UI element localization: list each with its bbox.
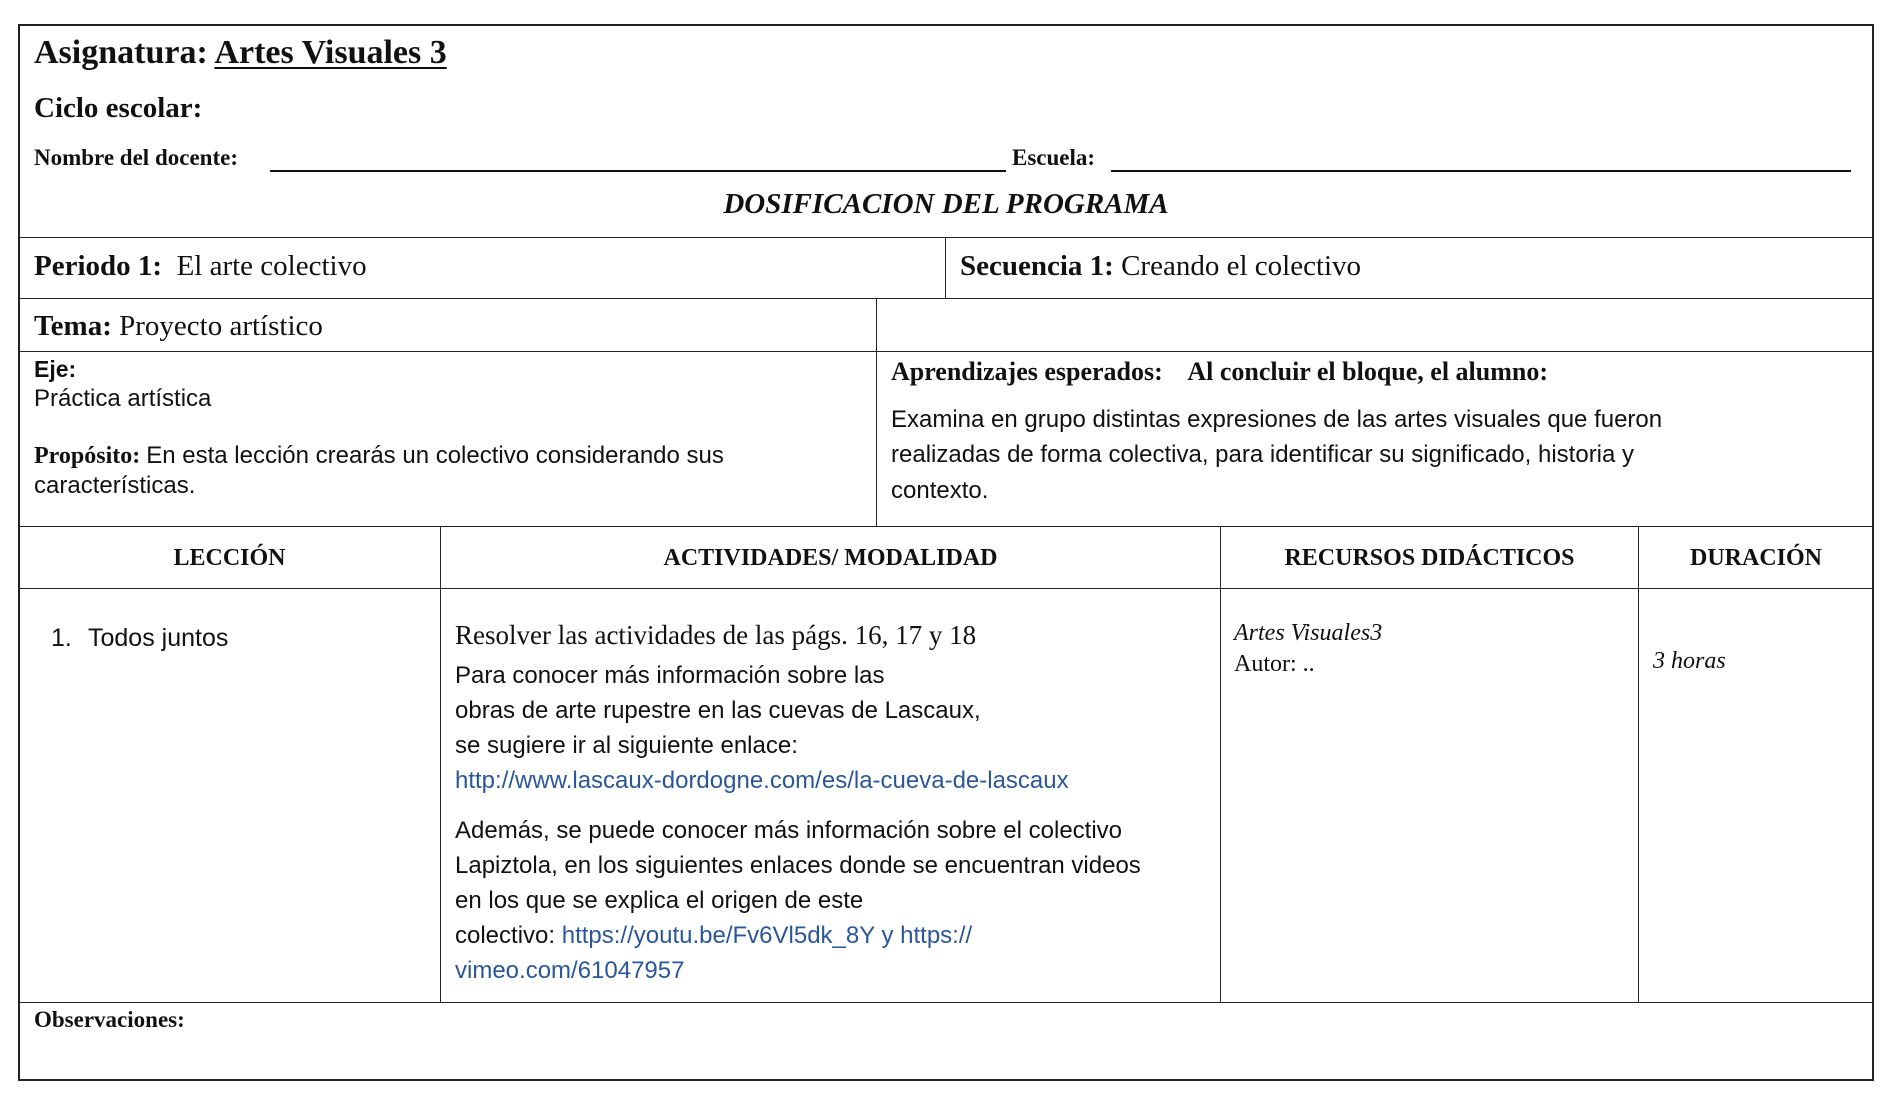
actividades-p1-line-3: se sugiere ir al siguiente enlace: bbox=[455, 732, 798, 759]
divider bbox=[19, 526, 1873, 527]
header-recursos: RECURSOS DIDÁCTICOS bbox=[1284, 545, 1575, 571]
divider bbox=[945, 238, 946, 298]
actividades-p1-line-1: Para conocer más información sobre las bbox=[455, 662, 885, 689]
docente-blank-line bbox=[270, 170, 1006, 172]
actividades-p2-line-2: Lapiztola, en los siguientes enlaces donde se encuentran videos bbox=[455, 852, 1141, 879]
leccion-title: Todos juntos bbox=[88, 624, 229, 652]
recursos-title: Artes Visuales3 bbox=[1234, 620, 1383, 646]
tema-cell bbox=[34, 310, 323, 343]
escuela-label: Escuela: bbox=[1012, 145, 1096, 170]
proposito-text-1: En esta lección crearás un colectivo considerando sus bbox=[146, 442, 724, 469]
secuencia-value: Creando el colectivo bbox=[1121, 250, 1362, 282]
divider bbox=[876, 298, 877, 526]
header-duracion: DURACIÓN bbox=[1690, 545, 1822, 571]
aprendizajes-text-3: contexto. bbox=[891, 477, 989, 504]
actividades-p1-line-2: obras de arte rupestre en las cuevas de Lascaux, bbox=[455, 697, 981, 724]
periodo-cell bbox=[34, 250, 367, 283]
recursos-autor: Autor: .. bbox=[1234, 651, 1315, 677]
asignatura-line bbox=[34, 34, 447, 72]
header-actividades: ACTIVIDADES/ MODALIDAD bbox=[663, 545, 998, 571]
aprendizajes-heading bbox=[891, 357, 1548, 387]
vimeo-link-continuation[interactable]: vimeo.com/61047957 bbox=[455, 957, 685, 984]
proposito-line-1 bbox=[34, 442, 724, 470]
proposito-text-2: características. bbox=[34, 472, 196, 499]
asignatura-label: Asignatura: bbox=[34, 34, 208, 71]
actividades-line-1: Resolver las actividades de las págs. 16, 17 y 18 bbox=[455, 620, 977, 650]
divider bbox=[19, 1002, 1873, 1003]
actividades-p2-line-4 bbox=[455, 922, 972, 950]
divider bbox=[1638, 526, 1639, 1002]
document-title: DOSIFICACION DEL PROGRAMA bbox=[723, 188, 1169, 220]
tema-label: Tema: bbox=[34, 310, 112, 342]
ciclo-escolar-label: Ciclo escolar: bbox=[34, 92, 203, 124]
divider bbox=[1220, 526, 1221, 1002]
duracion-value: 3 horas bbox=[1653, 648, 1726, 674]
divider bbox=[19, 298, 1873, 299]
divider bbox=[19, 237, 1873, 238]
divider bbox=[19, 351, 1873, 352]
proposito-label: Propósito: bbox=[34, 443, 141, 469]
aprendizajes-text-2: realizadas de forma colectiva, para identificar su significado, historia y bbox=[891, 441, 1635, 468]
tema-value: Proyecto artístico bbox=[119, 310, 323, 342]
aprendizajes-sublabel: Al concluir el bloque, el alumno: bbox=[1187, 357, 1549, 386]
divider bbox=[19, 588, 1873, 589]
eje-label: Eje: bbox=[34, 356, 77, 382]
secuencia-label: Secuencia 1: bbox=[960, 250, 1114, 282]
escuela-blank-line bbox=[1111, 170, 1851, 172]
divider bbox=[440, 526, 441, 1002]
docente-label: Nombre del docente: bbox=[34, 145, 238, 170]
secuencia-cell bbox=[960, 250, 1361, 283]
aprendizajes-label: Aprendizajes esperados: bbox=[891, 357, 1163, 386]
leccion-number: 1. bbox=[51, 624, 72, 652]
observaciones-label: Observaciones: bbox=[34, 1007, 185, 1032]
header-leccion: LECCIÓN bbox=[173, 545, 286, 571]
lascaux-link[interactable]: http://www.lascaux-dordogne.com/es/la-cueva-de-lascaux bbox=[455, 767, 1069, 794]
aprendizajes-text-1: Examina en grupo distintas expresiones de las artes visuales que fueron bbox=[891, 406, 1663, 433]
actividades-p2-line-1: Además, se puede conocer más información sobre el colectivo bbox=[455, 817, 1123, 844]
actividades-p2-line-3: en los que se explica el origen de este bbox=[455, 887, 864, 914]
colectivo-prefix: colectivo: bbox=[455, 922, 556, 949]
periodo-value: El arte colectivo bbox=[176, 250, 367, 282]
eje-value: Práctica artística bbox=[34, 385, 212, 412]
periodo-label: Periodo 1: bbox=[34, 250, 163, 282]
video-links[interactable]: https://youtu.be/Fv6Vl5dk_8Y y https:// bbox=[561, 922, 973, 949]
asignatura-value: Artes Visuales 3 bbox=[214, 34, 447, 71]
